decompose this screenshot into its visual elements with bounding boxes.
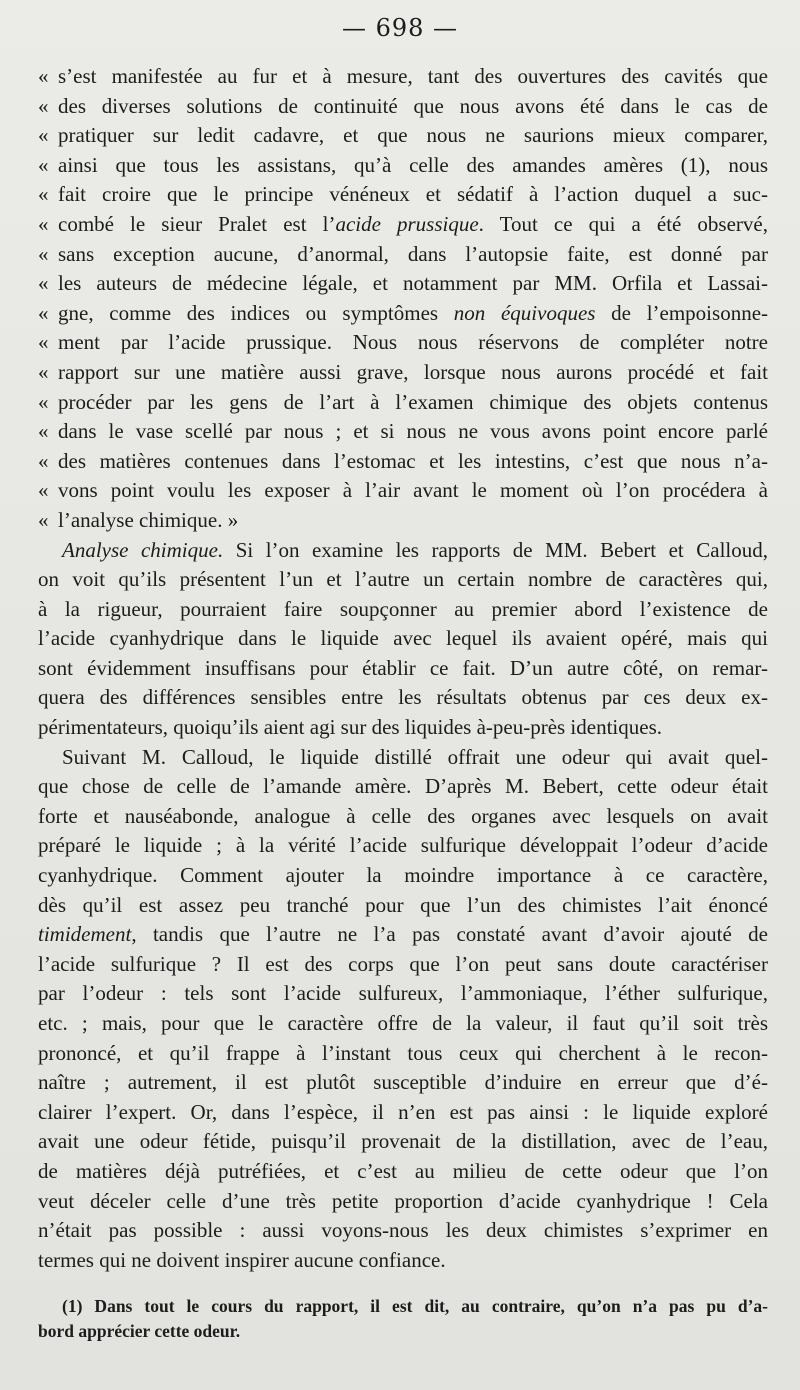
- text-line: [38, 210, 768, 240]
- line-text: l’analyse chimique. »: [58, 507, 239, 532]
- text-line: [38, 595, 768, 625]
- text-line: [38, 417, 768, 447]
- line-text: l’acide sulfurique ? Il est des corps que l’on peut sans doute caractériser: [38, 951, 768, 976]
- text-line: [38, 1098, 768, 1128]
- italic-text: non équivoques: [453, 300, 596, 325]
- line-text: combé le sieur Pralet est l’: [58, 211, 336, 236]
- quote-mark: «: [38, 359, 49, 384]
- quote-mark: «: [38, 152, 49, 177]
- body-text: [38, 62, 768, 1275]
- line-text: des diverses solutions de continuité que nous avons été dans le cas de: [58, 93, 768, 118]
- text-line: [38, 506, 768, 536]
- quote-mark: «: [38, 64, 49, 88]
- line-text: sont évidemment insuffisans pour établir ce fait. D’un autre côté, on remar-: [38, 655, 768, 680]
- line-text: préparé le liquide ; à la vérité l’acide sulfurique développait l’odeur d’acide: [38, 833, 768, 858]
- text-line: [38, 240, 768, 270]
- quote-mark: «: [38, 448, 49, 473]
- text-line: [38, 1127, 768, 1157]
- line-text: quera des différences sensibles entre les résultats obtenus par ces deux ex-: [38, 685, 768, 710]
- text-line: [38, 1216, 768, 1246]
- line-text: dans le vase scellé par nous ; et si nous ne vous avons point encore parlé: [58, 419, 768, 444]
- text-line: [38, 861, 768, 891]
- text-line: [38, 151, 768, 181]
- quote-mark: «: [38, 123, 49, 148]
- text-line: [38, 1068, 768, 1098]
- italic-text: timidement: [38, 922, 132, 947]
- italic-text: acide prussique: [335, 211, 479, 236]
- text-line: [38, 654, 768, 684]
- text-line: [38, 920, 768, 950]
- text-line: [38, 772, 768, 802]
- line-text: fait croire que le principe vénéneux et sédatif à l’action duquel a suc-: [58, 182, 768, 207]
- line-text: n’était pas possible : aussi voyons-nous les deux chimistes s’exprimer en: [38, 1218, 768, 1243]
- footnote: [38, 1294, 768, 1344]
- text-line: [38, 269, 768, 299]
- line-text: etc. ; mais, pour que le caractère offre de la valeur, il faut qu’il soit très: [38, 1011, 768, 1035]
- text-line: [38, 388, 768, 418]
- text-line: [38, 891, 768, 921]
- line-text: de l’empoisonne-: [595, 300, 768, 325]
- text-line: [38, 62, 768, 92]
- line-text: l’acide cyanhydrique dans le liquide avec lequel ils avaient opéré, mais qui: [38, 626, 768, 651]
- line-text: , tandis que l’autre ne l’a pas constaté avant d’avoir ajouté de: [131, 922, 768, 947]
- page-number: — 698 —: [341, 14, 459, 42]
- text-line: [38, 1157, 768, 1187]
- line-text: sans exception aucune, d’anormal, dans l’autopsie faite, est donné par: [58, 241, 768, 266]
- line-text: naître ; autrement, il est plutôt susceptible d’induire en erreur que d’é-: [38, 1070, 768, 1095]
- line-text: dès qu’il est assez peu tranché pour que l’un des chimistes l’ait énoncé: [38, 892, 768, 917]
- quote-mark: «: [38, 271, 49, 296]
- text-line: [38, 1187, 768, 1217]
- quote-mark: «: [38, 182, 49, 207]
- text-line: [38, 831, 768, 861]
- text-line: [38, 565, 768, 595]
- line-text: des matières contenues dans l’estomac et les intestins, c’est que nous n’a-: [58, 448, 768, 473]
- text-line: [38, 743, 768, 773]
- quote-mark: «: [38, 211, 49, 236]
- text-line: [38, 1039, 768, 1069]
- line-text: de matières déjà putréfiées, et c’est au milieu de cette odeur que l’on: [38, 1158, 768, 1183]
- text-line: [38, 536, 768, 566]
- line-text: . Tout ce qui a été observé,: [478, 211, 768, 236]
- text-line: [38, 180, 768, 210]
- line-text: par l’odeur : tels sont l’acide sulfureux, l’ammoniaque, l’éther sulfurique,: [38, 981, 768, 1006]
- line-text: prononcé, et qu’il frappe à l’instant tous ceux qui cherchent à le recon-: [38, 1040, 768, 1065]
- line-text: ainsi que tous les assistans, qu’à celle des amandes amères (1), nous: [58, 152, 768, 177]
- quote-mark: «: [38, 389, 49, 414]
- line-text: rapport sur une matière aussi grave, lorsque nous aurons procédé et fait: [58, 359, 768, 384]
- line-text: termes qui ne doivent inspirer aucune confiance.: [38, 1247, 446, 1272]
- line-text: veut déceler celle d’une très petite proportion d’acide cyanhydrique ! Cela: [38, 1188, 768, 1213]
- line-text: on voit qu’ils présentent l’un et l’autre un certain nombre de caractères qui,: [38, 567, 768, 592]
- text-line: [38, 92, 768, 122]
- line-text: forte et nauséabonde, analogue à celle des organes avec lesquels on avait: [38, 803, 768, 828]
- text-line: [38, 979, 768, 1009]
- line-text: Si l’on examine les rapports de MM. Bebert et Calloud,: [223, 537, 768, 562]
- text-line: [38, 358, 768, 388]
- line-text: avait une odeur fétide, puisqu’il provenait de la distillation, avec de l’eau,: [38, 1129, 768, 1154]
- text-line: [38, 713, 768, 743]
- line-text: clairer l’expert. Or, dans l’espèce, il n’en est pas ainsi : le liquide exploré: [38, 1099, 768, 1124]
- line-text: à la rigueur, pourraient faire soupçonner au premier abord l’existence de: [38, 596, 768, 621]
- text-line: [38, 802, 768, 832]
- text-line: [38, 950, 768, 980]
- quote-mark: «: [38, 507, 49, 532]
- footnote-line: bord apprécier cette odeur.: [38, 1321, 241, 1341]
- line-text: s’est manifestée au fur et à mesure, tant des ouvertures des cavités que: [58, 64, 768, 88]
- text-line: [38, 299, 768, 329]
- line-text: Suivant M. Calloud, le liquide distillé offrait une odeur qui avait quel-: [62, 744, 768, 769]
- quote-mark: «: [38, 330, 49, 355]
- text-line: [38, 476, 768, 506]
- text-line: [38, 447, 768, 477]
- line-text: ment par l’acide prussique. Nous nous réservons de compléter notre: [58, 330, 768, 355]
- footnote-line: (1) Dans tout le cours du rapport, il est dit, au contraire, qu’on n’a pas pu d’a-: [62, 1296, 768, 1316]
- quote-mark: «: [38, 241, 49, 266]
- text-line: [38, 121, 768, 151]
- text-line: [38, 683, 768, 713]
- line-text: cyanhydrique. Comment ajouter la moindre importance à ce caractère,: [38, 863, 768, 888]
- line-text: les auteurs de médecine légale, et notamment par MM. Orfila et Lassai-: [58, 271, 768, 296]
- line-text: procéder par les gens de l’art à l’examen chimique des objets contenus: [58, 389, 768, 414]
- line-text: gne, comme des indices ou symptômes: [58, 300, 454, 325]
- line-text: périmentateurs, quoiqu’ils aient agi sur des liquides à-peu-près identiques.: [38, 715, 663, 740]
- quote-mark: «: [38, 478, 49, 503]
- line-text: que chose de celle de l’amande amère. D’après M. Bebert, cette odeur était: [38, 774, 768, 799]
- text-line: [38, 1246, 768, 1276]
- text-line: [38, 328, 768, 358]
- text-line: [38, 624, 768, 654]
- text-line: [38, 1009, 768, 1039]
- line-text: pratiquer sur ledit cadavre, et que nous ne saurions mieux comparer,: [58, 123, 768, 148]
- quote-mark: «: [38, 93, 49, 118]
- line-text: vons point voulu les exposer à l’air avant le moment où l’on procédera à: [58, 478, 768, 503]
- quote-mark: «: [38, 300, 49, 325]
- quote-mark: «: [38, 419, 49, 444]
- italic-text: Analyse chimique.: [62, 537, 224, 562]
